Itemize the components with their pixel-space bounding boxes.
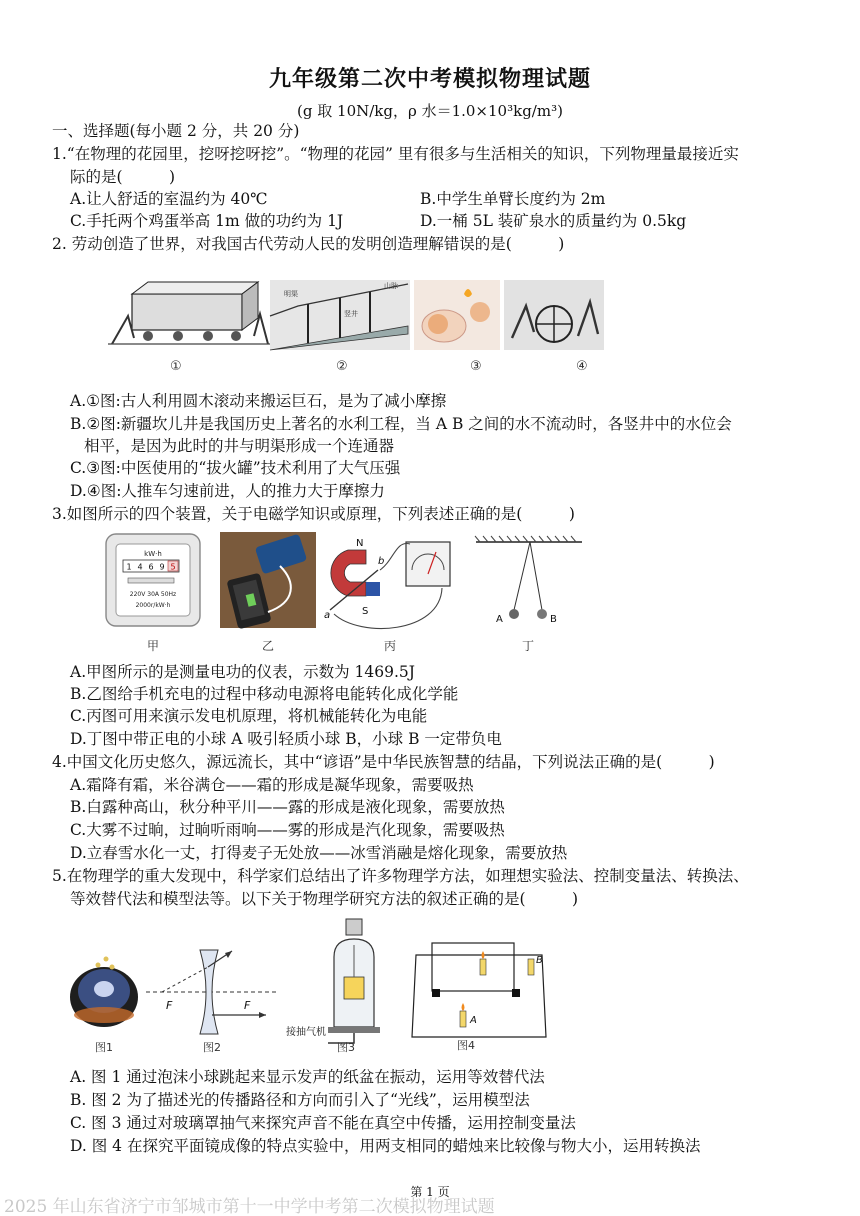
q2-figure-1-stone-transport bbox=[108, 282, 273, 344]
q3-label-b: b bbox=[378, 556, 385, 567]
q2-option-c: C.③图:中医使用的“拔火罐”技术利用了大气压强 bbox=[70, 459, 401, 477]
q4-option-d: D.立春雪水化一丈，打得麦子无处放——冰雪消融是熔化现象，需要放热 bbox=[70, 844, 568, 862]
q5-option-d: D. 图 4 在探究平面镜成像的特点实验中，用两支相同的蜡烛来比较像与物大小，运用转换法 bbox=[70, 1137, 701, 1155]
q1-option-c: C.手托两个鸡蛋举高 1m 做的功约为 1J bbox=[70, 212, 344, 230]
source-watermark: 2025 年山东省济宁市邹城市第十一中学中考第二次模拟物理试题 bbox=[4, 1197, 495, 1216]
q5-figure-3-bell-jar bbox=[286, 919, 380, 1043]
q2-figure-4-cart bbox=[504, 280, 604, 350]
q1-option-b: B.中学生单臂长度约为 2m bbox=[420, 190, 606, 208]
q4-stem: 4.中国文化历史悠久，源远流长，其中“谚语”是中华民族智慧的结晶，下列说法正确的是( ) bbox=[52, 753, 715, 771]
q5-caption-4: 图4 bbox=[457, 1039, 475, 1052]
q5-figure-1-speaker bbox=[70, 957, 138, 1028]
q5-label-f1: F bbox=[166, 999, 173, 1012]
q3-meter-spec: 220V 30A 50Hz bbox=[129, 591, 177, 598]
q5-option-c: C. 图 3 通过对玻璃罩抽气来探究声音不能在真空中传播，运用控制变量法 bbox=[70, 1114, 576, 1132]
q3-figure-electric-meter bbox=[106, 534, 200, 626]
q5-figure-4-mirror-candles bbox=[412, 943, 546, 1037]
q2-option-d: D.④图:人推车匀速前进，人的推力大于摩擦力 bbox=[70, 482, 385, 500]
q3-meter-digit-5: 5 bbox=[170, 562, 176, 572]
q3-meter-rate: 2000r/kW·h bbox=[135, 602, 171, 609]
q2-figure-2-karez bbox=[270, 280, 410, 350]
q2-option-b-line1: B.②图:新疆坎儿井是我国历史上著名的水利工程，当 A B 之间的水不流动时，各竖井中的水位会 bbox=[70, 415, 732, 433]
q3-label-ball-a: A bbox=[496, 614, 503, 625]
q2-option-a: A.①图:古人利用圆木滚动来搬运巨石，是为了减小摩擦 bbox=[70, 392, 447, 410]
q3-caption-bing: 丙 bbox=[383, 639, 397, 653]
q2-label-well: 竖井 bbox=[344, 310, 358, 318]
q5-caption-2: 图2 bbox=[203, 1041, 221, 1054]
q3-label-s: S bbox=[362, 606, 369, 617]
q5-figure-2-lens bbox=[146, 950, 278, 1034]
q1-stem-line2: 际的是( ) bbox=[70, 168, 176, 186]
page-title: 九年级第二次中考模拟物理试题 bbox=[268, 66, 591, 92]
q3-meter-digit-2: 4 bbox=[137, 562, 143, 572]
q3-meter-digit-3: 6 bbox=[148, 562, 154, 572]
q5-caption-3: 图3 bbox=[337, 1041, 355, 1054]
page-number: 第 1 页 bbox=[410, 1185, 450, 1199]
q3-figure-power-bank bbox=[220, 532, 316, 629]
q2-figure-3-cupping bbox=[414, 280, 500, 350]
section-heading: 一、选择题(每小题 2 分，共 20 分) bbox=[52, 122, 300, 140]
q3-meter-digit-4: 9 bbox=[159, 562, 165, 572]
q3-option-d: D.丁图中带正电的小球 A 吸引轻质小球 B，小球 B 一定带负电 bbox=[70, 730, 502, 748]
q1-option-d: D.一桶 5L 装矿泉水的质量约为 0.5kg bbox=[420, 212, 687, 230]
q1-option-a: A.让人舒适的室温约为 40℃ bbox=[70, 190, 268, 208]
q2-label-canal: 明渠 bbox=[284, 290, 298, 298]
q2-figure-strip bbox=[108, 276, 608, 376]
q3-meter-digit-1: 1 bbox=[126, 562, 132, 572]
q3-label-n: N bbox=[356, 538, 364, 549]
q3-label-ball-b: B bbox=[550, 614, 557, 625]
q3-option-a: A.甲图所示的是测量电功的仪表，示数为 1469.5J bbox=[70, 663, 415, 681]
q2-option-b-line2: 相平，是因为此时的井与明渠形成一个连通器 bbox=[84, 437, 395, 455]
q2-caption-1: ① bbox=[170, 359, 182, 374]
q3-caption-jia: 甲 bbox=[146, 639, 160, 653]
q5-label-pump: 接抽气机 bbox=[286, 1027, 326, 1038]
q3-caption-yi: 乙 bbox=[261, 639, 275, 653]
q5-figure-strip bbox=[66, 915, 556, 1057]
q2-caption-4: ④ bbox=[576, 359, 588, 374]
q2-stem: 2. 劳动创造了世界，对我国古代劳动人民的发明创造理解错误的是( ) bbox=[52, 235, 565, 253]
q4-option-b: B.白露种高山，秋分种平川——露的形成是液化现象，需要放热 bbox=[70, 798, 505, 816]
q2-caption-2: ② bbox=[336, 359, 348, 374]
q1-stem-line1: 1.“在物理的花园里，挖呀挖呀挖”。“物理的花园” 里有很多与生活相关的知识，下列物理量最接近实 bbox=[52, 145, 739, 163]
q3-option-b: B.乙图给手机充电的过程中移动电源将电能转化成化学能 bbox=[70, 685, 459, 703]
q4-option-c: C.大雾不过晌，过晌听雨响——雾的形成是汽化现象，需要吸热 bbox=[70, 821, 505, 839]
q5-stem-line1: 5.在物理学的重大发现中，科学家们总结出了许多物理学方法，如理想实验法、控制变量法、转换法、 bbox=[52, 867, 749, 885]
q5-label-candle-b: B bbox=[536, 955, 543, 966]
q3-caption-ding: 丁 bbox=[521, 639, 535, 653]
q3-figure-magnet-galvanometer bbox=[324, 538, 450, 628]
q5-stem-line2: 等效替代法和模型法等。以下关于物理学研究方法的叙述正确的是( ) bbox=[70, 890, 579, 908]
q2-label-mountain: 山脉 bbox=[384, 282, 398, 290]
q3-figure-charged-balls bbox=[475, 536, 582, 625]
q3-stem: 3.如图所示的四个装置，关于电磁学知识或原理，下列表述正确的是( ) bbox=[52, 505, 575, 523]
q5-caption-1: 图1 bbox=[95, 1041, 113, 1054]
q5-option-a: A. 图 1 通过泡沫小球跳起来显示发声的纸盆在振动，运用等效替代法 bbox=[70, 1068, 545, 1086]
q5-option-b: B. 图 2 为了描述光的传播路径和方向而引入了“光线”，运用模型法 bbox=[70, 1091, 530, 1109]
q3-meter-unit: kW·h bbox=[144, 550, 162, 558]
q5-label-candle-a: A bbox=[470, 1015, 477, 1026]
q3-figure-strip bbox=[100, 530, 600, 656]
q3-option-c: C.丙图可用来演示发电机原理，将机械能转化为电能 bbox=[70, 707, 428, 725]
constants-note: (g 取 10N/kg，ρ 水＝1.0×10³kg/m³) bbox=[297, 102, 563, 120]
q5-label-f2: F bbox=[244, 999, 251, 1012]
q2-caption-3: ③ bbox=[470, 359, 482, 374]
q4-option-a: A.霜降有霜，米谷满仓——霜的形成是凝华现象，需要吸热 bbox=[70, 776, 474, 794]
q3-label-a: a bbox=[324, 610, 331, 621]
